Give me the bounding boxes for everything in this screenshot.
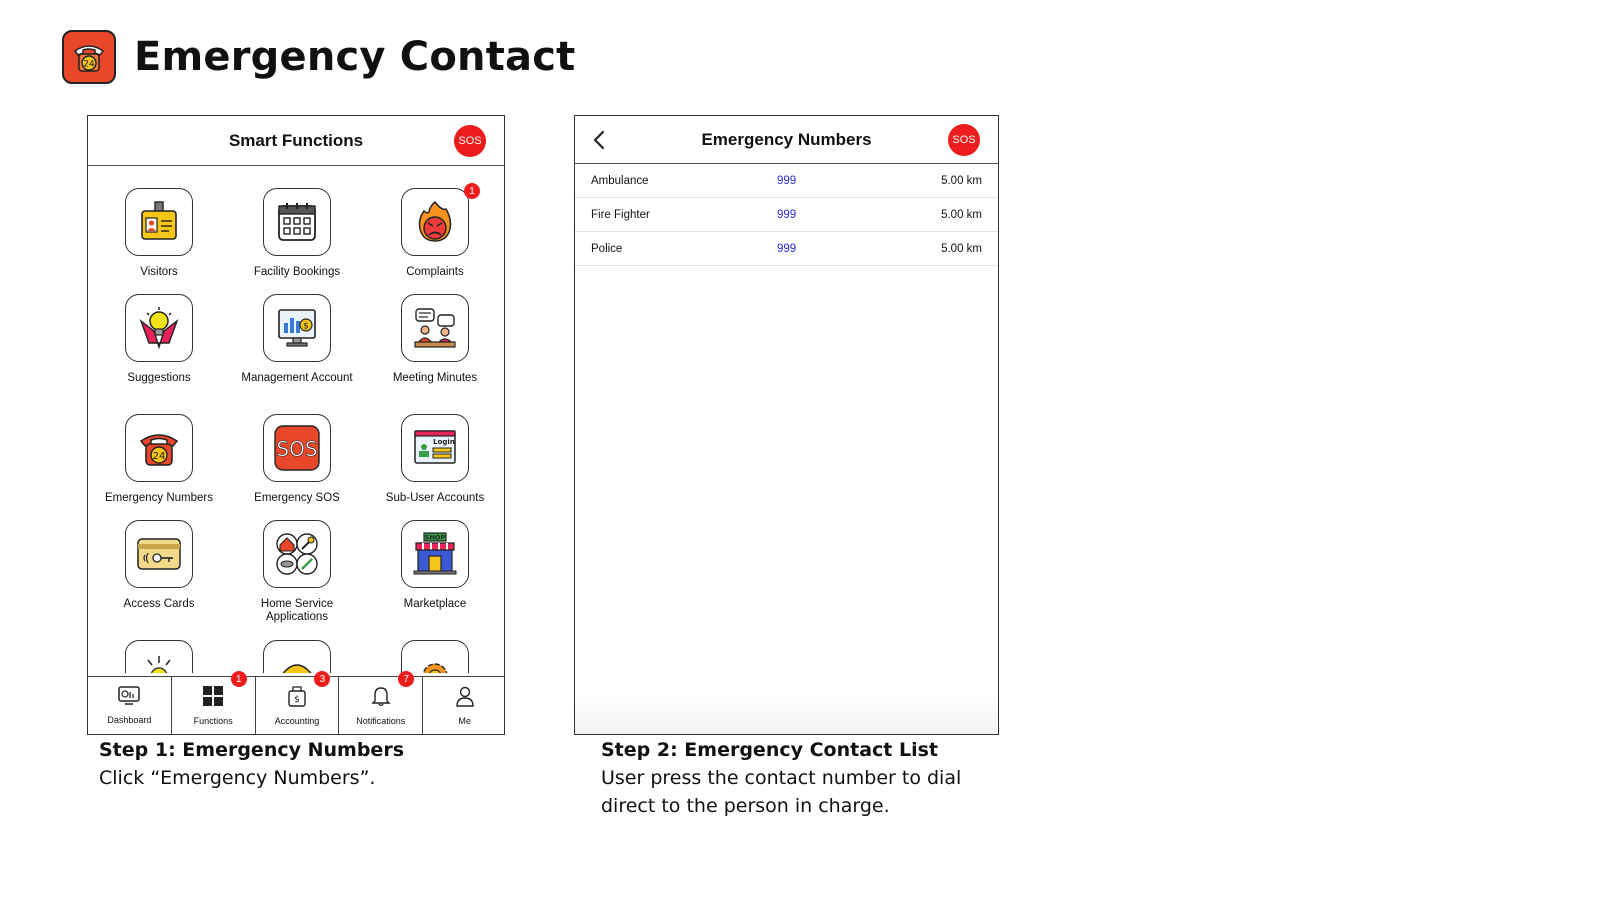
step1-caption	[99, 736, 519, 792]
function-label: Suggestions	[127, 372, 191, 384]
bottom-nav	[88, 673, 505, 734]
function-access-cards[interactable]	[93, 520, 225, 611]
svg-text:$: $	[303, 321, 309, 332]
bell-icon	[370, 685, 392, 712]
finance-monitor-icon	[263, 294, 331, 362]
contact-name: Ambulance	[591, 174, 649, 187]
functions-grid	[88, 168, 505, 673]
function-complaints[interactable]	[369, 185, 501, 279]
function-facility-bookings[interactable]	[231, 188, 363, 279]
sos-icon	[263, 414, 331, 482]
contact-distance: 5.00 km	[941, 208, 982, 221]
nav-label: Notifications	[356, 716, 406, 726]
nav-label: Dashboard	[107, 715, 152, 725]
function-label: Marketplace	[403, 598, 467, 610]
function-home-service-applications[interactable]	[231, 520, 363, 624]
contact-row-police	[575, 232, 998, 266]
function-label: Visitors	[140, 266, 178, 278]
contact-list	[575, 164, 998, 266]
screen-bottom-shade	[575, 694, 998, 734]
contact-name: Fire Fighter	[591, 208, 650, 221]
grid-icon	[202, 685, 224, 712]
function-label: Access Cards	[123, 598, 195, 610]
complaints-badge: 1	[464, 183, 480, 199]
accounting-badge: 3	[314, 671, 330, 687]
meeting-icon	[401, 294, 469, 362]
step1-title: Step 1: Emergency Numbers	[99, 739, 405, 761]
function-label: Complaints	[406, 266, 464, 278]
sos-button[interactable]: SOS	[454, 125, 486, 157]
function-label: Emergency Numbers	[104, 492, 213, 504]
contact-name: Police	[591, 242, 623, 255]
lightbulb-icon	[125, 294, 193, 362]
smart-functions-screen	[87, 115, 505, 735]
function-management-account[interactable]	[231, 294, 363, 385]
nav-functions[interactable]	[172, 673, 256, 734]
nav-label: Me	[458, 716, 471, 726]
dashboard-icon	[118, 686, 140, 711]
smart-functions-header	[88, 116, 504, 166]
function-suggestions[interactable]	[93, 294, 225, 385]
function-marketplace[interactable]	[369, 520, 501, 611]
nav-label: Accounting	[274, 716, 320, 726]
nav-notifications[interactable]	[339, 673, 423, 734]
function-label: Management Account	[241, 372, 353, 384]
nav-me[interactable]	[423, 677, 505, 734]
svg-text:SOS: SOS	[276, 437, 318, 461]
function-partial-3[interactable]	[369, 640, 501, 673]
contact-number-link[interactable]: 999	[777, 242, 797, 255]
nav-label: Functions	[193, 716, 233, 726]
page-title: Emergency Contact	[134, 34, 576, 80]
contact-number-link[interactable]: 999	[777, 208, 797, 221]
svg-text:SHOP: SHOP	[424, 533, 446, 542]
contact-distance: 5.00 km	[941, 242, 982, 255]
svg-text:24: 24	[152, 451, 166, 462]
accounting-icon	[286, 685, 308, 712]
svg-text:$: $	[294, 695, 300, 705]
svg-text:Login: Login	[433, 438, 455, 446]
function-partial-1[interactable]	[93, 640, 225, 673]
home-service-tools-icon	[263, 520, 331, 588]
notifications-badge: 7	[398, 671, 414, 687]
function-sub-user-accounts[interactable]	[369, 414, 501, 505]
emergency-numbers-title: Emergency Numbers	[701, 129, 872, 149]
login-account-icon	[401, 414, 469, 482]
function-label: Meeting Minutes	[392, 372, 478, 384]
contact-row-fire-fighter	[575, 198, 998, 232]
function-emergency-numbers[interactable]	[93, 414, 225, 505]
emergency-phone-24-icon	[62, 30, 116, 84]
smart-functions-title: Smart Functions	[228, 130, 364, 150]
contact-row-ambulance	[575, 164, 998, 198]
emergency-phone-24-icon	[125, 414, 193, 482]
function-label: Facility Bookings	[253, 266, 341, 278]
function-label: Home Service Applications	[260, 598, 334, 623]
gear-coin-icon	[401, 640, 469, 673]
hard-hat-icon	[263, 640, 331, 673]
function-visitors[interactable]	[93, 188, 225, 279]
calendar-icon	[263, 188, 331, 256]
key-card-icon	[125, 520, 193, 588]
function-partial-2[interactable]	[231, 640, 363, 673]
sos-button[interactable]: SOS	[948, 124, 980, 156]
step2-text: User press the contact number to dial direct to the person in charge.	[601, 767, 962, 817]
user-icon	[454, 685, 476, 712]
shop-icon	[401, 520, 469, 588]
functions-badge: 1	[231, 671, 247, 687]
contact-distance: 5.00 km	[941, 174, 982, 187]
angry-flame-icon	[401, 185, 475, 256]
light-icon	[125, 640, 193, 673]
contact-number-link[interactable]: 999	[777, 174, 797, 187]
function-emergency-sos[interactable]	[231, 414, 363, 505]
svg-text:24: 24	[83, 59, 95, 70]
step2-title: Step 2: Emergency Contact List	[601, 739, 939, 761]
emergency-numbers-screen	[574, 115, 999, 735]
nav-accounting[interactable]	[256, 673, 340, 734]
step2-caption	[601, 736, 1021, 820]
function-label: Emergency SOS	[254, 492, 340, 504]
nav-dashboard[interactable]	[88, 677, 172, 734]
emergency-numbers-header	[575, 116, 998, 164]
visitor-badge-icon	[125, 188, 193, 256]
step1-text: Click “Emergency Numbers”.	[99, 767, 376, 789]
page-header	[62, 30, 575, 84]
function-meeting-minutes[interactable]	[369, 294, 501, 385]
function-label: Sub-User Accounts	[385, 492, 485, 504]
chevron-left-icon[interactable]	[589, 129, 611, 151]
